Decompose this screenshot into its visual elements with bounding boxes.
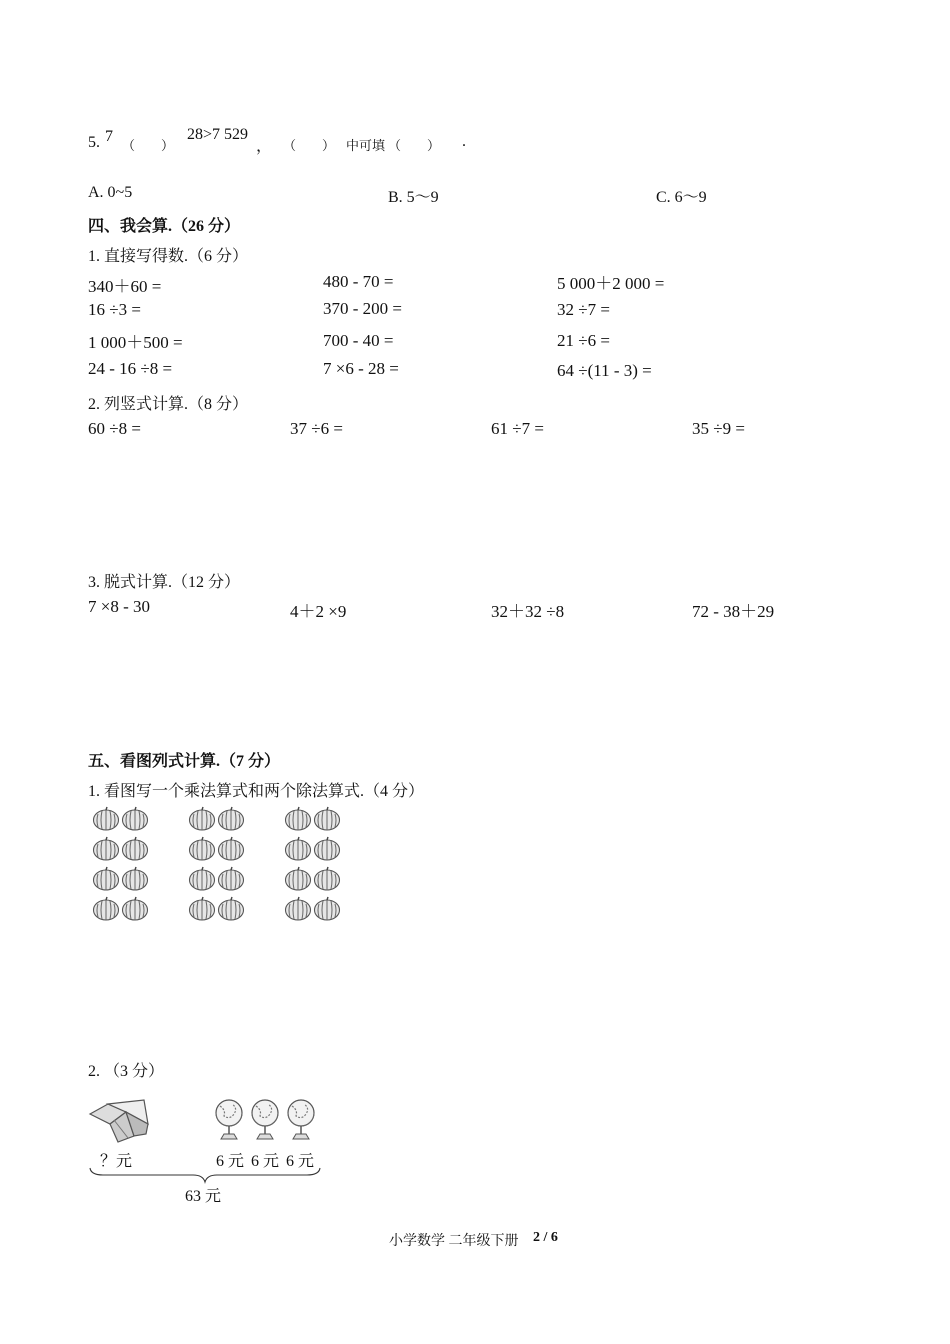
- calc-item: 480 - 70 =: [323, 272, 394, 291]
- pumpkin-icon: [315, 867, 340, 890]
- stepwise-calc-item: 4＋2 ×9: [290, 602, 347, 621]
- q5-blank1[interactable]: （ ）: [122, 138, 175, 153]
- calc-item: 7 ×6 - 28 =: [323, 359, 399, 378]
- q5-end: .: [462, 133, 466, 150]
- q5-line: [88, 128, 508, 158]
- q5-blank2[interactable]: （ ）: [283, 138, 336, 153]
- page-number: 2 / 6: [533, 1230, 558, 1245]
- stepwise-calc-item: 7 ×8 - 30: [88, 597, 150, 616]
- pumpkin-icon: [219, 837, 244, 860]
- option-c[interactable]: C. 6～9: [656, 189, 707, 206]
- pumpkin-icon: [286, 867, 311, 890]
- pumpkin-icon: [123, 867, 148, 890]
- stepwise-calc-item: 72 - 38＋29: [692, 602, 775, 621]
- vertical-calc-item: 61 ÷7 =: [491, 419, 544, 438]
- section5-part2-title: 2. （3 分）: [88, 1063, 165, 1080]
- pumpkin-icon: [219, 897, 244, 920]
- pumpkin-icon: [286, 837, 311, 860]
- globe-icon: [288, 1100, 314, 1139]
- total-price-label: 63 元: [185, 1188, 222, 1205]
- q5-text: 中可填: [346, 138, 386, 153]
- q5-blank3[interactable]: （ ）: [388, 138, 441, 153]
- pumpkin-illustration: [90, 805, 360, 925]
- globe-icon: [252, 1100, 278, 1139]
- pumpkin-icon: [190, 897, 215, 920]
- unknown-price-label: ？元: [100, 1153, 133, 1170]
- stepwise-calc-item: 32＋32 ÷8: [491, 602, 565, 621]
- calc-item: 32 ÷7 =: [557, 300, 610, 319]
- pumpkin-icon: [190, 837, 215, 860]
- pumpkin-icon: [94, 897, 119, 920]
- calc-item: 700 - 40 =: [323, 331, 394, 350]
- section4-part3-title: 3. 脱式计算.（12 分）: [88, 574, 241, 591]
- pumpkin-icon: [219, 807, 244, 830]
- section5-part1-title: 1. 看图写一个乘法算式和两个除法算式.（4 分）: [88, 783, 425, 800]
- calc-item: 5 000＋2 000 =: [557, 274, 665, 293]
- pumpkin-icon: [286, 807, 311, 830]
- calc-item: 21 ÷6 =: [557, 331, 610, 350]
- section4-title: 四、我会算.（26 分）: [88, 218, 241, 235]
- price-label: 6 元: [216, 1153, 245, 1170]
- option-a[interactable]: A. 0~5: [88, 184, 133, 201]
- q5-number: 5.: [88, 134, 100, 151]
- section4-part2-title: 2. 列竖式计算.（8 分）: [88, 396, 249, 413]
- price-label: 6 元: [286, 1153, 315, 1170]
- calc-item: 1 000＋500 =: [88, 333, 183, 352]
- pumpkin-icon: [94, 867, 119, 890]
- pumpkin-icon: [94, 837, 119, 860]
- pumpkin-icon: [123, 837, 148, 860]
- calc-item: 16 ÷3 =: [88, 300, 141, 319]
- binoculars-icon: [88, 1098, 150, 1144]
- vertical-calc-item: 60 ÷8 =: [88, 419, 141, 438]
- pumpkin-icon: [219, 867, 244, 890]
- pumpkin-icon: [286, 897, 311, 920]
- pumpkin-icon: [315, 837, 340, 860]
- pumpkin-icon: [190, 867, 215, 890]
- q5-inequality: 28>7 529: [187, 126, 249, 143]
- pumpkin-icon: [315, 807, 340, 830]
- total-brace: [89, 1166, 321, 1184]
- calc-item: 340＋60 =: [88, 277, 162, 296]
- pumpkin-icon: [190, 807, 215, 830]
- option-b[interactable]: B. 5～9: [388, 189, 439, 206]
- pumpkin-icon: [123, 897, 148, 920]
- q5-comma: ，: [256, 138, 273, 155]
- calc-item: 24 - 16 ÷8 =: [88, 359, 173, 378]
- calc-item: 370 - 200 =: [323, 299, 402, 318]
- pumpkin-icon: [123, 807, 148, 830]
- price-label: 6 元: [251, 1153, 280, 1170]
- vertical-calc-item: 37 ÷6 =: [290, 419, 343, 438]
- pumpkin-icon: [94, 807, 119, 830]
- section4-part1-title: 1. 直接写得数.（6 分）: [88, 248, 249, 265]
- vertical-calc-item: 35 ÷9 =: [692, 419, 745, 438]
- section5-title: 五、看图列式计算.（7 分）: [88, 753, 281, 770]
- q5-digit: 7: [105, 128, 113, 145]
- globes-icon: [212, 1096, 320, 1144]
- globe-icon: [216, 1100, 242, 1139]
- calc-item: 64 ÷(11 - 3) =: [557, 361, 652, 380]
- footer-text: 小学数学 二年级下册: [389, 1234, 519, 1249]
- pumpkin-icon: [315, 897, 340, 920]
